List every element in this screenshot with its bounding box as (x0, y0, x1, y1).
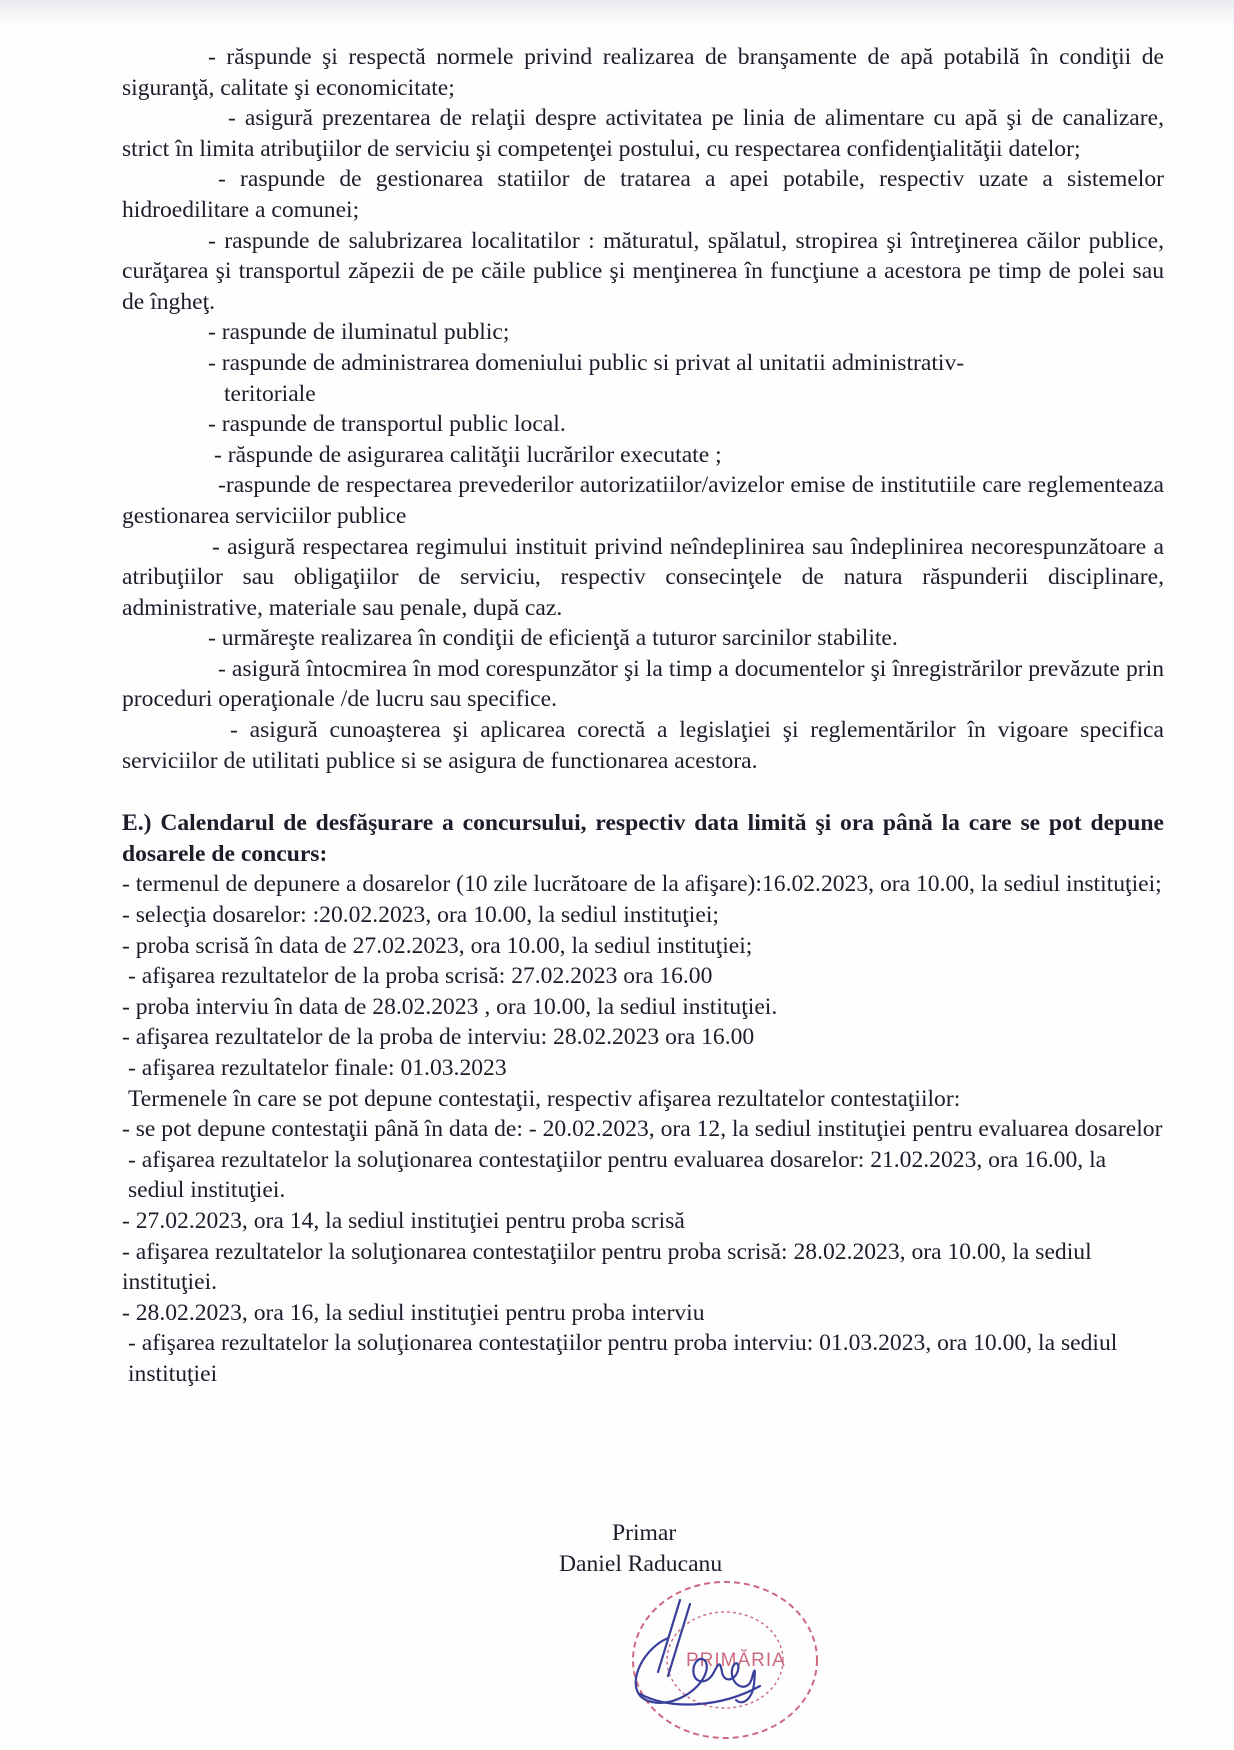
official-stamp (610, 1560, 840, 1750)
schedule-item: - afişarea rezultatelor de la proba scrisă: 27.02.2023 ora 16.00 (128, 963, 713, 990)
duty-item: -raspunde de respectarea prevederilor autorizatiilor/avizelor emise de institutiile care reglementeaza gestionarea serviciilor publice (122, 472, 1164, 529)
stamp-text: PRIMĂRIA (686, 1650, 786, 1671)
scan-edge-shadow (0, 0, 1234, 26)
duty-item: - raspunde de administrarea domeniului public si privat al unitatii administrativ-teritoriale (208, 349, 965, 407)
document-body (122, 42, 1164, 1390)
duty-item: - asigură respectarea regimului instituit privind neîndeplinirea sau îndeplinirea necorespunzătoare a atribuţiilor sau obligaţiilor de serviciu, respectiv consecinţele de natura răspunderii disciplinare, administrative, materiale sau penale, după caz. (122, 533, 1164, 621)
appeals-intro: Termenele în care se pot depune contestaţii, respectiv afişarea rezultatelor contestaţiilor: (128, 1085, 961, 1112)
duty-item: - asigură cunoaşterea şi aplicarea corectă a legislaţiei şi reglementărilor în vigoare specifica serviciilor de utilitati publice si se asigura de functionarea acestora. (122, 717, 1164, 774)
duty-item: - urmăreşte realizarea în condiţii de eficienţă a tuturor sarcinilor stabilite. (208, 625, 898, 652)
appeal-item: - afişarea rezultatelor la soluţionarea contestaţiilor pentru proba scrisă: 28.02.2023, ora 10.00, la sediul instituţiei. (122, 1238, 1092, 1296)
duty-item: - raspunde de gestionarea statiilor de tratarea a apei potabile, respectiv uzate a sistemelor hidroedilitare a comunei; (122, 166, 1164, 223)
signatory-role: Primar (612, 1520, 677, 1546)
appeal-item: - afişarea rezultatelor la soluţionarea contestaţiilor pentru proba interviu: 01.03.2023, ora 10.00, la sediul instituţiei (128, 1330, 1118, 1387)
schedule-item: - termenul de depunere a dosarelor (10 zile lucrătoare de la afişare):16.02.2023, ora 10.00, la sediul instituţiei; (122, 871, 1162, 898)
signature-block (0, 1520, 1234, 1748)
schedule-item: - selecţia dosarelor: :20.02.2023, ora 10.00, la sediul instituţiei; (122, 902, 719, 929)
duty-item: - raspunde de transportul public local. (208, 411, 566, 438)
schedule-item: - afişarea rezultatelor de la proba de interviu: 28.02.2023 ora 16.00 (122, 1024, 755, 1051)
appeal-item: - 28.02.2023, ora 16, la sediul instituţiei pentru proba interviu (122, 1299, 705, 1326)
duty-item: - asigură întocmirea în mod corespunzător şi la timp a documentelor şi înregistrărilor prevăzute prin proceduri operaţionale /de lucru sau specifice. (122, 655, 1164, 713)
schedule-item: - proba scrisă în data de 27.02.2023, ora 10.00, la sediul instituţiei; (122, 932, 753, 959)
duty-item: - asigură prezentarea de relaţii despre activitatea pe linia de alimentare cu apă şi de canalizare, strict în limita atribuţiilor de serviciu şi competenţei postului, cu respectarea confidenţialităţii datelor; (122, 105, 1164, 162)
schedule-item: - afişarea rezultatelor finale: 01.03.2023 (128, 1055, 507, 1081)
duty-item: - raspunde de iluminatul public; (208, 319, 510, 346)
appeal-item: - 27.02.2023, ora 14, la sediul instituţiei pentru proba scrisă (122, 1207, 685, 1234)
section-gap (122, 776, 1164, 808)
signatory-name: Daniel Raducanu (559, 1551, 723, 1577)
duty-item: - răspunde de asigurarea calităţii lucrărilor executate ; (214, 441, 722, 468)
section-e-title: E.) Calendarul de desfăşurare a concursului, respectiv data limită şi ora până la care se pot depune dosarele de concurs: (122, 810, 1164, 867)
schedule-item: - proba interviu în data de 28.02.2023 , ora 10.00, la sediul instituţiei. (122, 993, 778, 1020)
duty-item: - raspunde de salubrizarea localitatilor : măturatul, spălatul, stropirea şi întreţinerea căilor publice, curăţarea şi transportul zăpezii de pe căile publice şi menţinerea în funcţiune a acestora pe timp de polei sau de îngheţ. (122, 227, 1164, 315)
appeal-item: - afişarea rezultatelor la soluţionarea contestaţiilor pentru evaluarea dosarelor: 21.02.2023, ora 16.00, la sediul instituţiei. (128, 1146, 1107, 1204)
duty-item: - răspunde şi respectă normele privind realizarea de branşamente de apă potabilă în condiţii de siguranţă, calitate şi economicitate; (122, 44, 1164, 101)
appeal-item: - se pot depune contestaţii până în data de: - 20.02.2023, ora 12, la sediul instituţiei pentru evaluarea dosarelor (122, 1116, 1163, 1143)
